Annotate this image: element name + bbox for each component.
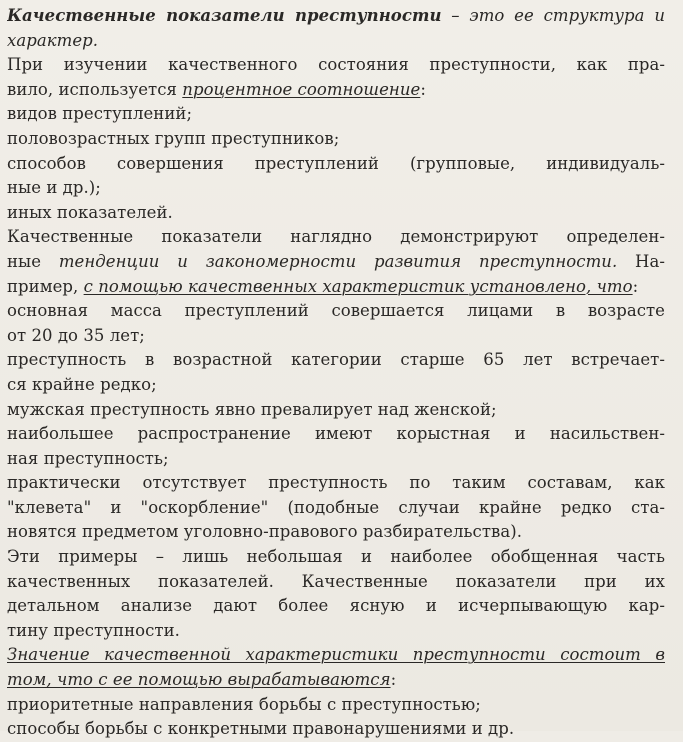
emphasis-percent-ratio: процентное соотношение <box>182 79 421 99</box>
text-segment: : <box>420 79 426 99</box>
heading-definition: – это ее структура и <box>441 6 665 25</box>
paragraph-3-line: Эти примеры – лишь небольшая и наиболее обобщенная часть <box>7 547 665 567</box>
text-segment: вило, используется <box>7 79 183 99</box>
list-1-item: способов совершения преступлений (групповые, индивидуаль- <box>7 153 665 173</box>
list-1-item: половозрастных групп преступников; <box>7 128 340 148</box>
emphasis-trends: тенденции и закономерности развития преступности. <box>58 251 618 271</box>
heading-line-1 <box>7 4 665 29</box>
list-2-item: наибольшее распространение имеют корыстная и насильствен- <box>7 424 665 444</box>
list-2-item: ся крайне редко; <box>7 374 157 394</box>
paragraph-2-line-1: Качественные показатели наглядно демонстрируют определен- <box>7 227 665 247</box>
heading-term: Качественные показатели преступности <box>7 6 442 25</box>
list-2-item: мужская преступность явно превалирует над женской; <box>7 399 497 419</box>
paragraph-2-line-2 <box>7 250 665 275</box>
paragraph-1-line-2 <box>7 78 665 103</box>
paragraph-4-line-2 <box>7 668 665 693</box>
paragraph-3-line: качественных показателей. Качественные показатели при их <box>7 571 665 591</box>
list-1-item: ные и др.); <box>7 178 101 198</box>
text-segment: На- <box>617 251 665 271</box>
paragraph-1-line-1: При изучении качественного состояния преступности, как пра- <box>7 55 665 75</box>
text-segment: : <box>632 276 639 296</box>
list-1-item: иных показателей. <box>7 202 173 222</box>
text-segment: : <box>390 670 397 690</box>
paragraph-2-line-3 <box>7 275 665 300</box>
list-2-item: основная масса преступлений совершается лицами в возрасте <box>7 301 665 321</box>
emphasis-established: с помощью качественных характеристик установлено, что <box>83 276 633 296</box>
list-2-item: практически отсутствует преступность по таким составам, как <box>7 473 665 493</box>
text-segment: пример, <box>7 276 84 296</box>
paragraph-4-line-1: Значение качественной характеристики преступности состоит в <box>7 645 665 665</box>
paragraph-3-line: тину преступности. <box>7 620 180 640</box>
list-2-item: от 20 до 35 лет; <box>7 325 145 345</box>
emphasis-developed: том, что с ее помощью вырабатываются <box>7 670 391 690</box>
text-segment: ные <box>7 251 59 271</box>
list-3-item: способы борьбы с конкретными правонарушениями и др. <box>7 719 515 739</box>
list-1-item: видов преступлений; <box>7 104 193 124</box>
list-2-item: новятся предметом уголовно-правового разбирательства). <box>7 522 523 542</box>
list-2-item: преступность в возрастной категории старше 65 лет встречает- <box>7 350 665 370</box>
list-2-item: ная преступность; <box>7 448 169 468</box>
list-2-item: "клевета" и "оскорбление" (подобные случаи крайне редко ста- <box>7 497 665 517</box>
heading-line-2: характер. <box>7 30 99 50</box>
list-3-item: приоритетные направления борьбы с преступностью; <box>7 694 481 714</box>
paragraph-3-line: детальном анализе дают более ясную и исчерпывающую кар- <box>7 596 665 616</box>
